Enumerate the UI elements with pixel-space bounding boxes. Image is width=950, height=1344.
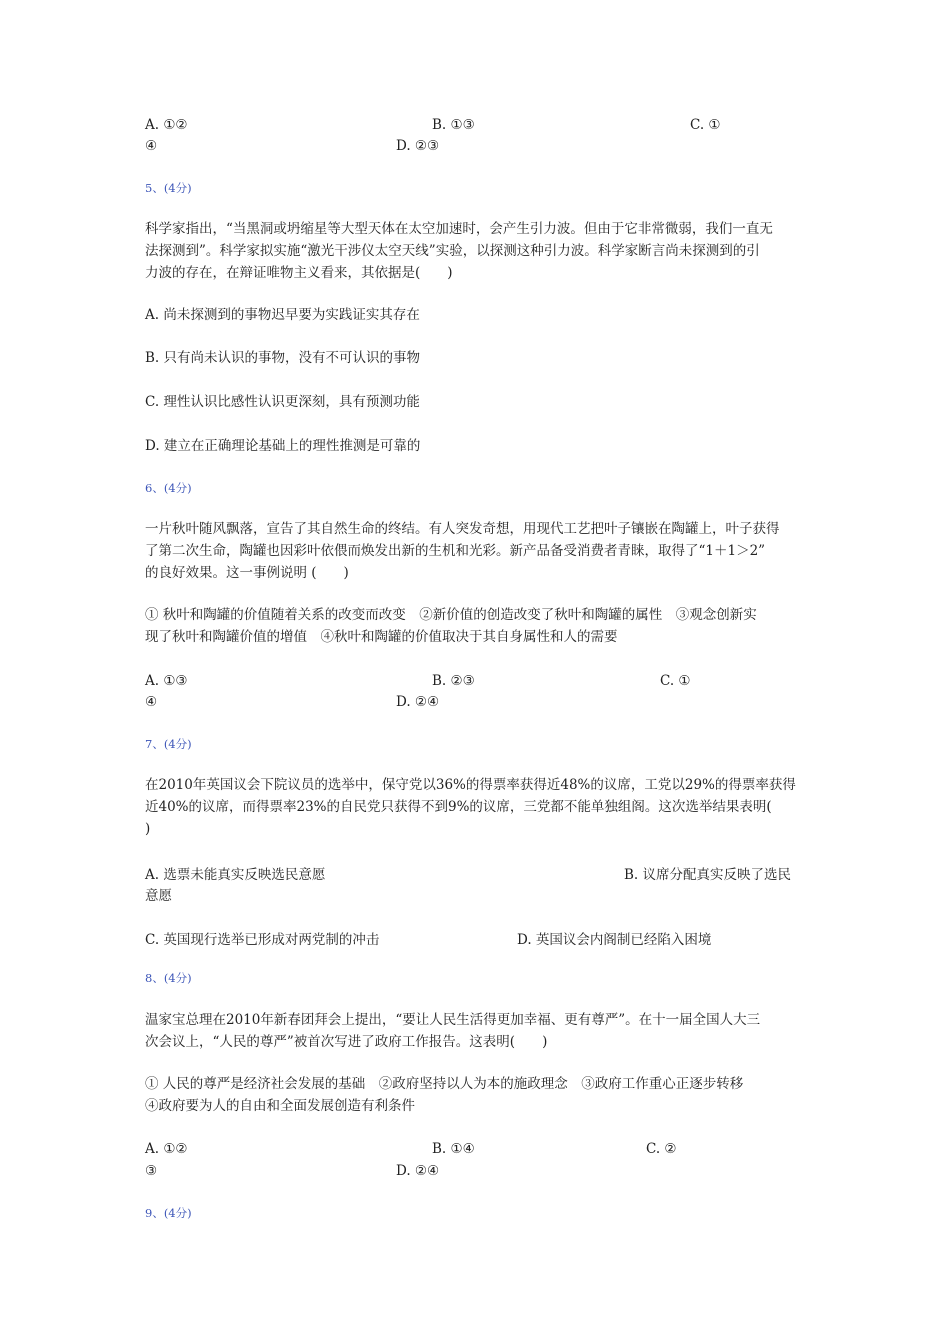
- q6-stem-line: 的良好效果。这一事例说明 ( ): [145, 565, 349, 581]
- q4-option-b: B. ①③: [432, 117, 475, 133]
- q7-option-d: D. 英国议会内阁制已经陷入困境: [517, 932, 712, 948]
- q5-option-d: D. 建立在正确理论基础上的理性推测是可靠的: [145, 438, 421, 454]
- q8-statement-line: ① 人民的尊严是经济社会发展的基础 ②政府坚持以人为本的施政理念 ③政府工作重心正逐步转移: [145, 1076, 744, 1092]
- q9-header: 9、(4分): [145, 1206, 192, 1220]
- q6-header: 6、(4分): [145, 481, 192, 495]
- q4-option-d: D. ②③: [396, 138, 440, 154]
- q6-option-c-continued: ④: [145, 694, 158, 710]
- q8-option-c: C. ②: [646, 1141, 677, 1157]
- q8-stem-line: 次会议上，“人民的尊严”被首次写进了政府工作报告。这表明( ): [145, 1034, 548, 1050]
- q8-option-c-continued: ③: [145, 1163, 158, 1179]
- q8-header: 8、(4分): [145, 971, 192, 985]
- q7-option-b-continued: 意愿: [145, 888, 172, 904]
- q5-option-b: B. 只有尚未认识的事物，没有不可认识的事物: [145, 350, 421, 366]
- q8-option-d: D. ②④: [396, 1163, 440, 1179]
- q6-stem-line: 一片秋叶随风飘落，宣告了其自然生命的终结。有人突发奇想，用现代工艺把叶子镶嵌在陶罐上，叶子获得: [145, 521, 780, 537]
- q7-option-b: B. 议席分配真实反映了选民: [624, 867, 792, 883]
- q6-option-d: D. ②④: [396, 694, 440, 710]
- q4-option-c: C. ①: [690, 117, 721, 133]
- q6-option-a: A. ①③: [145, 673, 188, 689]
- q8-option-b: B. ①④: [432, 1141, 475, 1157]
- q6-option-b: B. ②③: [432, 673, 475, 689]
- q7-option-c: C. 英国现行选举已形成对两党制的冲击: [145, 932, 380, 948]
- q5-option-c: C. 理性认识比感性认识更深刻，具有预测功能: [145, 394, 420, 410]
- q7-stem-line: 在2010年英国议会下院议员的选举中，保守党以36%的得票率获得近48%的议席，工党以29%的得票率获得: [145, 777, 796, 793]
- q7-header: 7、(4分): [145, 737, 192, 751]
- q5-stem-line: 法探测到”。科学家拟实施“激光干涉仪太空天线”实验，以探测这种引力波。科学家断言尚未探测到的引: [145, 243, 760, 259]
- q6-statement-line: 现了秋叶和陶罐价值的增值 ④秋叶和陶罐的价值取决于其自身属性和人的需要: [145, 629, 618, 645]
- q6-option-c: C. ①: [660, 673, 691, 689]
- q5-option-a: A. 尚未探测到的事物迟早要为实践证实其存在: [145, 307, 420, 323]
- q4-option-c-continued: ④: [145, 138, 158, 154]
- q7-stem-line: 近40%的议席，而得票率23%的自民党只获得不到9%的议席，三党都不能单独组阁。这次选举结果表明(: [145, 799, 772, 815]
- q7-stem-line: ): [145, 821, 151, 837]
- q5-stem-line: 力波的存在，在辩证唯物主义看来，其依据是( ): [145, 265, 453, 281]
- q8-statement-line: ④政府要为人的自由和全面发展创造有利条件: [145, 1098, 415, 1114]
- q5-header: 5、(4分): [145, 181, 192, 195]
- q7-option-a: A. 选票未能真实反映选民意愿: [145, 867, 326, 883]
- q6-statement-line: ① 秋叶和陶罐的价值随着关系的改变而改变 ②新价值的创造改变了秋叶和陶罐的属性 ③观念创新实: [145, 607, 757, 623]
- q6-stem-line: 了第二次生命，陶罐也因彩叶依偎而焕发出新的生机和光彩。新产品备受消费者青睐，取得了“1＋1＞2”: [145, 543, 766, 559]
- q8-option-a: A. ①②: [145, 1141, 188, 1157]
- q8-stem-line: 温家宝总理在2010年新春团拜会上提出，“要让人民生活得更加幸福、更有尊严”。在十一届全国人大三: [145, 1012, 761, 1028]
- q5-stem-line: 科学家指出，“当黑洞或坍缩星等大型天体在太空加速时，会产生引力波。但由于它非常微弱，我们一直无: [145, 221, 773, 237]
- q4-option-a: A. ①②: [145, 117, 188, 133]
